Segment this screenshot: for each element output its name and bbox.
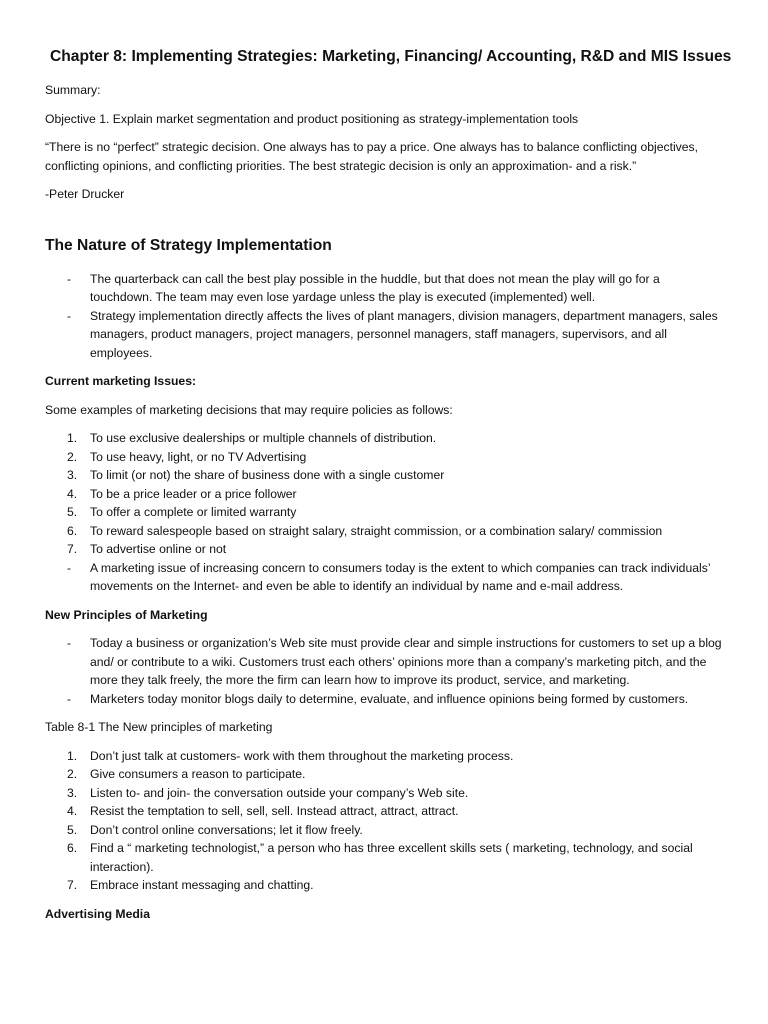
quote-text: “There is no “perfect” strategic decision. One always has to pay a price. One always has to balance conflicting objectives, conflicting opinions, and conflicting priorities. The best strategic decision is only an approximation- and a risk.” bbox=[45, 140, 699, 173]
list-item: - Strategy implementation directly affects the lives of plant managers, division managers, department managers, sales managers, product managers, project managers, personnel managers, staff managers, supervisors, and all employees. bbox=[67, 308, 718, 360]
dash-bullet: - bbox=[67, 271, 72, 286]
page-title: Chapter 8: Implementing Strategies: Marketing, Financing/ Accounting, R&D and MIS Issues bbox=[50, 48, 732, 65]
list-item: 6. Find a “ marketing technologist,” a person who has three excellent skills sets ( marketing, technology, and social interaction). bbox=[67, 841, 693, 874]
list-item: 1. To use exclusive dealerships or multiple channels of distribution. bbox=[67, 431, 437, 445]
list-item: - Marketers today monitor blogs daily to determine, evaluate, and influence opinions being formed by customers. bbox=[45, 690, 725, 709]
list-item: 4. Resist the temptation to sell, sell, sell. Instead attract, attract, attract. bbox=[67, 804, 459, 818]
list-item: 7. Embrace instant messaging and chatting. bbox=[67, 878, 314, 892]
summary-label: Summary: bbox=[45, 83, 101, 97]
section-heading: The Nature of Strategy Implementation bbox=[45, 236, 332, 254]
dash-bullet: - bbox=[67, 636, 72, 650]
objective-text: Objective 1. Explain market segmentation and product positioning as strategy-implementation tools bbox=[45, 111, 579, 126]
document-page bbox=[45, 44, 732, 933]
current-issues-heading: Current marketing Issues: bbox=[45, 374, 197, 388]
current-issues-intro: Some examples of marketing decisions that may require policies as follows: bbox=[45, 402, 453, 417]
marketing-decisions-list bbox=[45, 429, 725, 596]
list-item: - A marketing issue of increasing concern to consumers today is the extent to which companies can track individuals’ movements on the Internet- and even be able to identify an individual by name and e-mail address. bbox=[67, 560, 711, 593]
list-item: 3. To limit (or not) the share of business done with a single customer bbox=[67, 468, 445, 482]
list-item: 5. To offer a complete or limited warranty bbox=[67, 505, 297, 519]
list-item: 6. To reward salespeople based on straight salary, straight commission, or a combination salary/ commission bbox=[67, 523, 663, 538]
quote-author: -Peter Drucker bbox=[45, 187, 125, 201]
list-item: 2. To use heavy, light, or no TV Advertising bbox=[67, 449, 307, 464]
table-caption: Table 8-1 The New principles of marketing bbox=[45, 720, 273, 734]
advertising-heading: Advertising Media bbox=[45, 906, 150, 921]
list-item: 2. Give consumers a reason to participate. bbox=[67, 767, 306, 781]
list-item: 5. Don’t control online conversations; let it flow freely. bbox=[67, 822, 363, 837]
list-item: 1. Don’t just talk at customers- work with them throughout the marketing process. bbox=[67, 748, 514, 763]
principles-list bbox=[45, 747, 725, 895]
new-principles-heading: New Principles of Marketing bbox=[45, 607, 208, 622]
nature-bullet-list bbox=[45, 270, 725, 363]
list-item: 3. Listen to- and join- the conversation outside your company’s Web site. bbox=[67, 785, 469, 800]
list-item: - Today a business or organization’s Web site must provide clear and simple instructions for customers to set up a blog and/ or contribute to a wiki. Customers trust each others’ opinions more than a company’s marketing pitch, and the more they talk freely, the more the firm can learn how to improve its product, service, and marketing. bbox=[67, 636, 722, 687]
list-item: - The quarterback can call the best play possible in the huddle, but that does not mean the play will go for a touchdown. The team may even lose yardage unless the play is executed (implemented) well. bbox=[67, 271, 660, 304]
dash-bullet: - bbox=[67, 308, 72, 323]
dash-bullet: - bbox=[67, 691, 72, 706]
list-item: 7. To advertise online or not bbox=[67, 542, 227, 556]
new-principles-bullet-list bbox=[45, 634, 725, 708]
list-item: 4. To be a price leader or a price follower bbox=[67, 486, 297, 501]
